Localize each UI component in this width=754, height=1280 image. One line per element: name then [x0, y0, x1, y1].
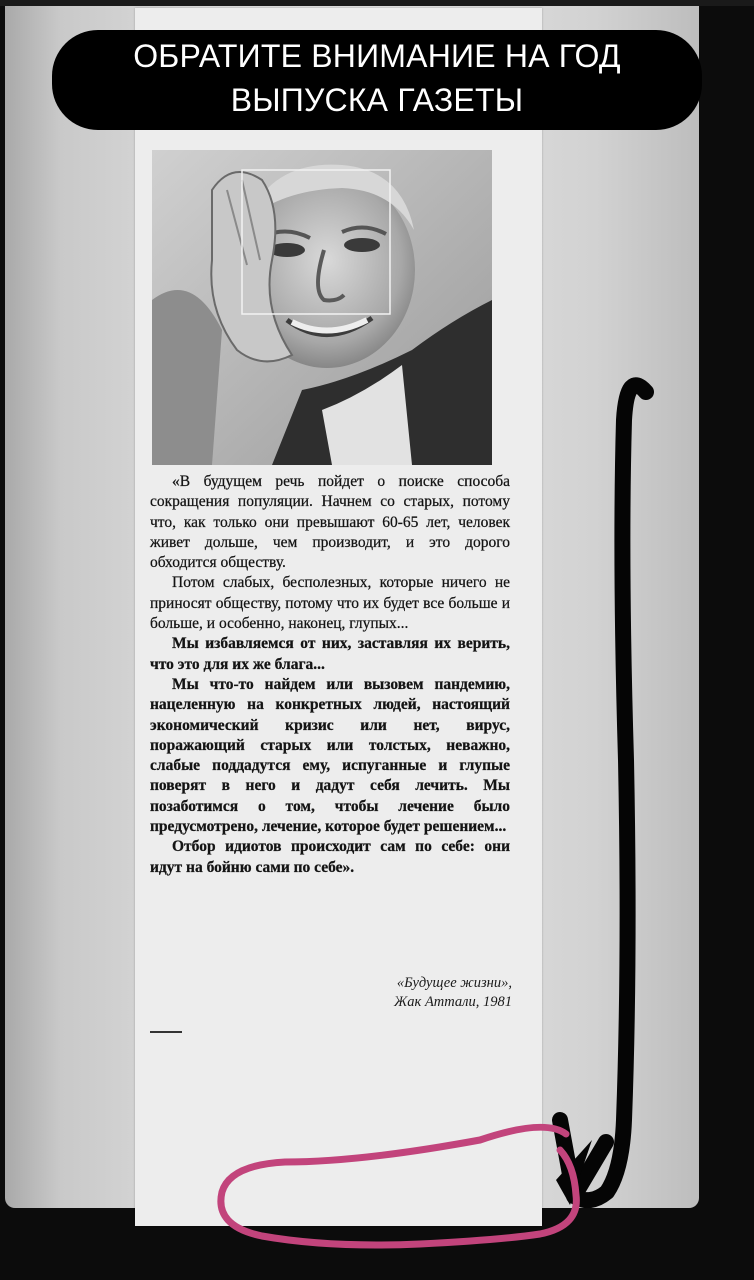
caption-line-1: ОБРАТИТЕ ВНИМАНИЕ НА ГОД	[133, 38, 621, 74]
article-paragraph-3: Мы избавляемся от них, заставляя их верить, что это для их же блага...	[150, 635, 510, 673]
author-portrait	[152, 150, 492, 465]
portrait-drawing	[152, 150, 492, 465]
signature-author-year: Жак Аттали, 1981	[394, 994, 512, 1010]
article-signature	[250, 974, 512, 1012]
caption-line-2: ВЫПУСКА ГАЗЕТЫ	[230, 82, 524, 118]
article-paragraph-1: «В будущем речь пойдет о поиске способа сокращения популяции. Начнем со старых, потому что, как только они превышают 60-65 лет, человек живет дольше, чем производит, и это дорого обходится обществу.	[150, 473, 510, 572]
signature-book: «Будущее жизни»,	[396, 975, 512, 991]
divider-line	[150, 1031, 182, 1033]
article-paragraph-5: Отбор идиотов происходит сам по себе: они идут на бойню сами по себе».	[150, 838, 510, 876]
story-caption	[52, 30, 702, 130]
article-paragraph-4: Мы что-то найдем или вызовем пандемию, нацеленную на конкретных людей, настоящий экономический кризис или нет, вирус, поражающий старых или толстых, неважно, слабые поддадутся ему, испуганные и глупые поверят в него и дадут себя лечить. Мы позаботимся о том, чтобы лечение было предусмотрено, лечение, которое будет решением...	[150, 675, 510, 836]
article-body	[150, 472, 510, 878]
article-paragraph-2: Потом слабых, бесполезных, которые ничего не приносят обществу, потому что их будет все больше и больше, и особенно, наконец, глупых...	[150, 574, 510, 633]
